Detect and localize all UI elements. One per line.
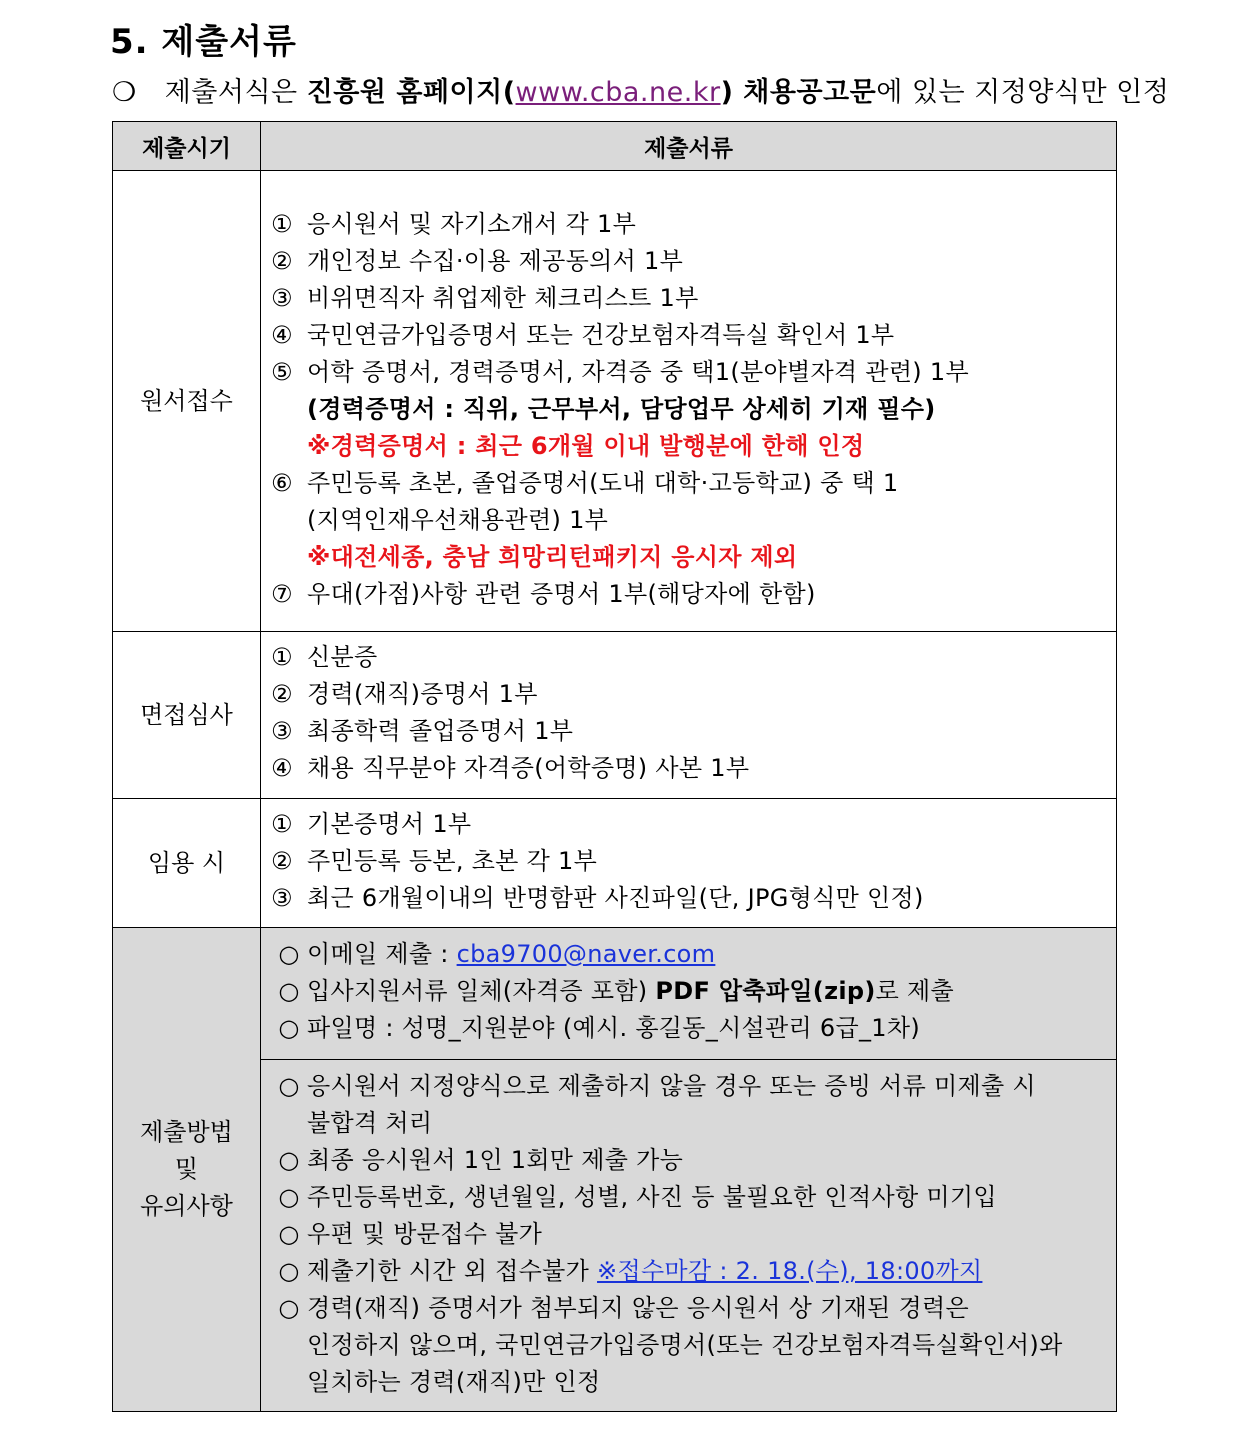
list-item: ○ 최종 응시원서 1인 1회만 제출 가능	[278, 1146, 684, 1174]
section-title: 5. 제출서류	[110, 22, 297, 62]
list-item: ⑦ 우대(가점)사항 관련 증명서 1부(해당자에 한함)	[271, 579, 816, 608]
regional-exclusion-warning: ※대전세종, 충남 희망리턴패키지 응시자 제외	[307, 542, 798, 571]
list-item: ○ 우편 및 방문접수 불가	[278, 1220, 543, 1248]
intro-text-b: 에 있는 지정양식만 인정	[876, 77, 1170, 108]
list-item: ○ 경력(재직) 증명서가 첨부되지 않은 응시원서 상 기재된 경력은	[278, 1294, 969, 1322]
list-item: ① 응시원서 및 자기소개서 각 1부	[271, 209, 637, 238]
list-item: ○ 이메일 제출 : cba9700@naver.com	[278, 940, 716, 968]
deadline-notice: ※접수마감 : 2. 18.(수), 18:00까지	[597, 1257, 983, 1285]
header-submission-time: 제출시기	[113, 122, 261, 171]
intro-bold-a: 진흥원 홈페이지(	[306, 77, 516, 108]
stage-interview: 면접심사	[113, 632, 261, 799]
header-documents: 제출서류	[261, 122, 1117, 171]
circle-bullet-icon: ❍	[112, 77, 137, 108]
list-item: ③ 비위면직자 취업제한 체크리스트 1부	[271, 283, 699, 312]
method-notes-content	[261, 928, 1117, 1412]
list-item: ③ 최종학력 졸업증명서 1부	[271, 717, 574, 745]
list-item: ○ 입사지원서류 일체(자격증 포함) PDF 압축파일(zip)로 제출	[278, 977, 955, 1005]
list-item-continuation: (지역인재우선채용관련) 1부	[307, 505, 609, 534]
list-item: ④ 국민연금가입증명서 또는 건강보험자격득실 확인서 1부	[271, 320, 895, 349]
list-item: ○ 주민등록번호, 생년월일, 성별, 사진 등 불필요한 인적사항 미기입	[278, 1183, 997, 1211]
reception-documents	[261, 171, 1117, 632]
list-item: ② 주민등록 등본, 초본 각 1부	[271, 846, 598, 875]
table-header-row	[113, 122, 1117, 171]
list-item: ③ 최근 6개월이내의 반명함판 사진파일(단, JPG형식만 인정)	[271, 883, 924, 912]
list-item-continuation: 불합격 처리	[307, 1109, 433, 1137]
list-item-continuation: 인정하지 않으며, 국민연금가입증명서(또는 건강보험자격득실확인서)와	[307, 1331, 1063, 1359]
list-item: ④ 채용 직무분야 자격증(어학증명) 사본 1부	[271, 754, 750, 782]
homepage-link[interactable]: www.cba.ne.kr	[515, 77, 721, 108]
intro-line	[112, 70, 1169, 109]
list-item: ⑥ 주민등록 초본, 졸업증명서(도내 대학·고등학교) 중 택 1	[271, 468, 899, 497]
list-item: ○ 응시원서 지정양식으로 제출하지 않을 경우 또는 증빙 서류 미제출 시	[278, 1072, 1036, 1100]
table-row	[113, 171, 1117, 632]
career-certificate-note: (경력증명서 : 직위, 근무부서, 담당업무 상세히 기재 필수)	[307, 394, 936, 423]
submission-method	[261, 928, 1116, 1059]
list-item: ○ 파일명 : 성명_지원분야 (예시. 홍길동_시설관리 6급_1차)	[278, 1014, 921, 1042]
list-item: ② 경력(재직)증명서 1부	[271, 680, 538, 708]
list-item-continuation: 일치하는 경력(재직)만 인정	[307, 1368, 601, 1396]
stage-method-notes: 제출방법 및 유의사항	[113, 928, 261, 1412]
stage-appointment: 임용 시	[113, 799, 261, 928]
precautions	[261, 1059, 1116, 1411]
intro-text-a: 제출서식은	[164, 77, 307, 108]
list-item: ① 기본증명서 1부	[271, 809, 472, 838]
email-link[interactable]: cba9700@naver.com	[456, 940, 716, 968]
list-item: ① 신분증	[271, 643, 378, 671]
table-row	[113, 632, 1117, 799]
interview-documents	[261, 632, 1117, 799]
list-item: ② 개인정보 수집·이용 제공동의서 1부	[271, 246, 684, 275]
list-item: ○ 제출기한 시간 외 접수불가 ※접수마감 : 2. 18.(수), 18:00까지	[278, 1257, 983, 1285]
table-row	[113, 928, 1117, 1412]
intro-bold-b: ) 채용공고문	[720, 77, 877, 108]
list-item: ⑤ 어학 증명서, 경력증명서, 자격증 중 택1(분야별자격 관련) 1부	[271, 357, 969, 386]
table-row	[113, 799, 1117, 928]
stage-reception: 원서접수	[113, 171, 261, 632]
career-certificate-warning: ※경력증명서 : 최근 6개월 이내 발행분에 한해 인정	[307, 431, 865, 460]
appointment-documents	[261, 799, 1117, 928]
documents-table	[112, 121, 1117, 1412]
